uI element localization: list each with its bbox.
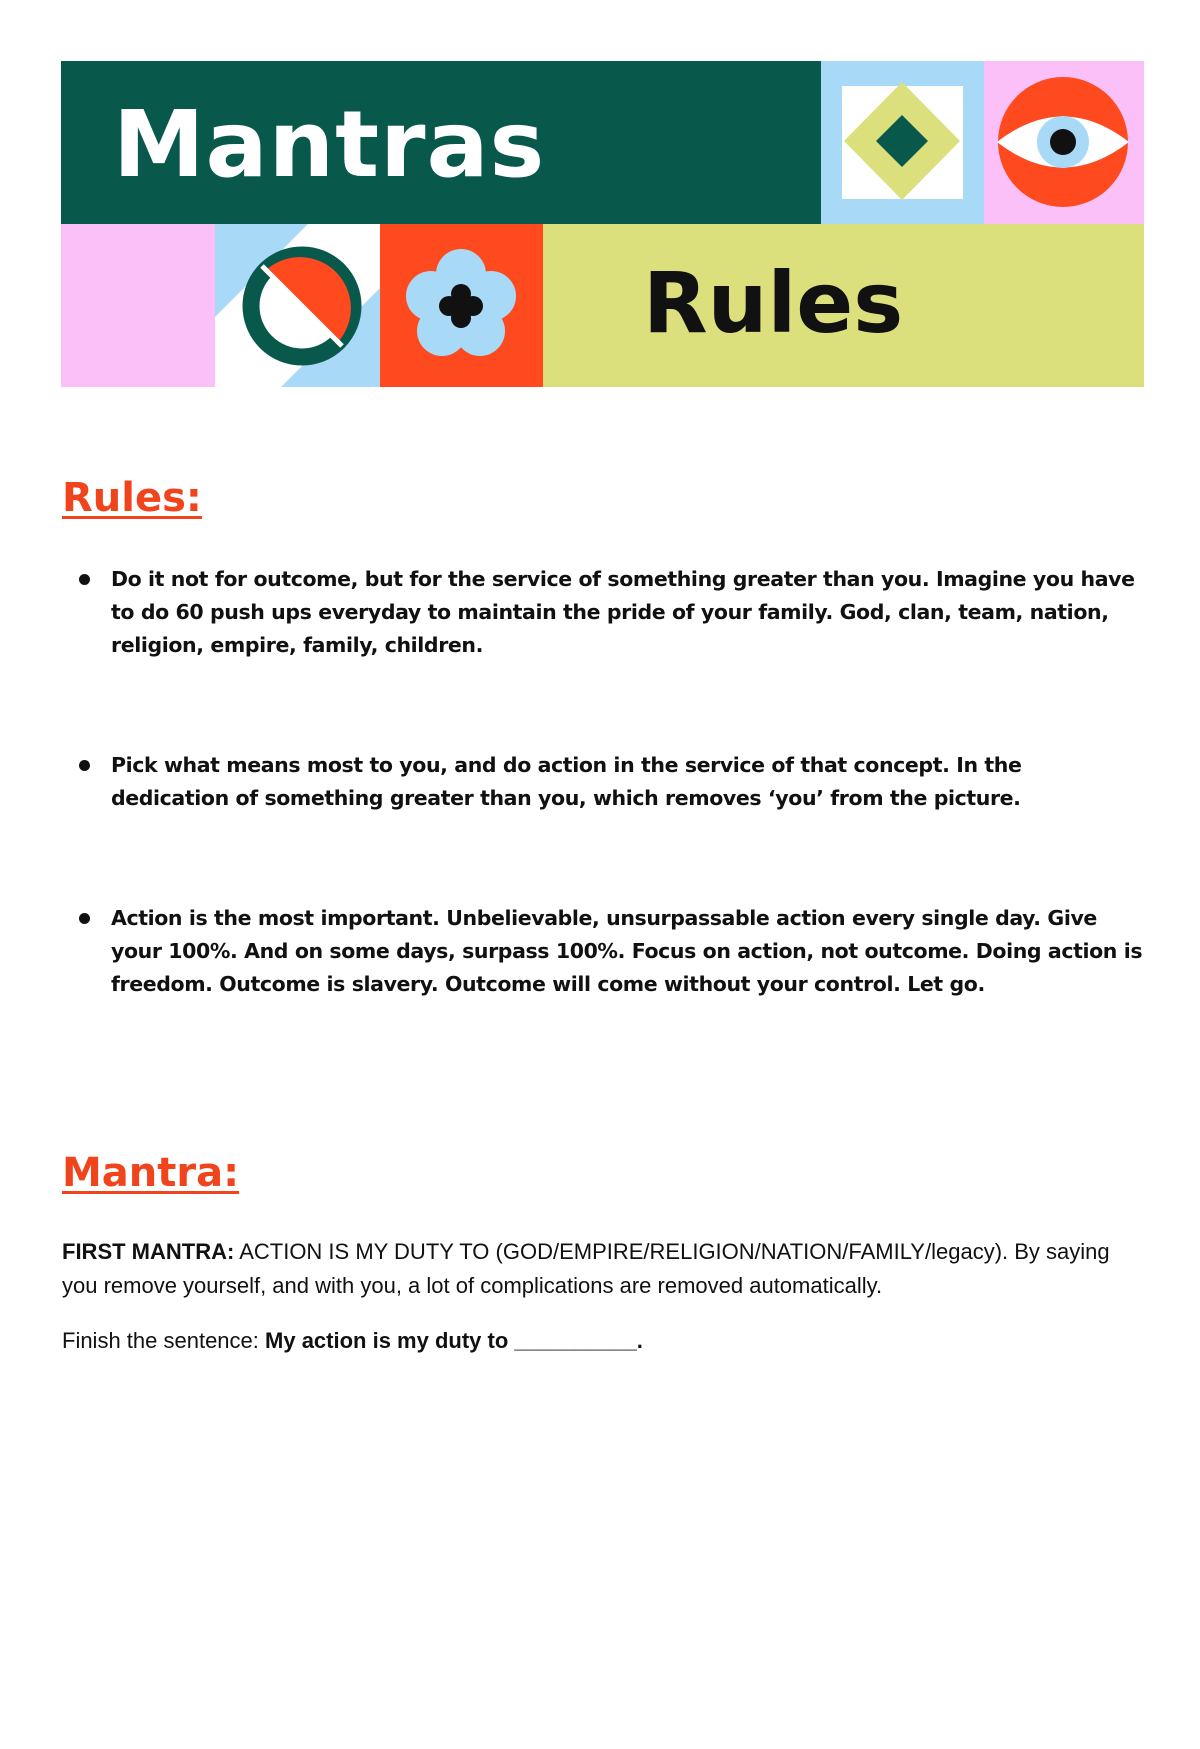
rule-text: Do it not for outcome, but for the service of something greater than you. Imagine you have to do 60 push ups everyday to maintain the pride of your family. God, clan, team, nation, religion, empire, family, children.: [111, 567, 1135, 657]
bullet-icon: [79, 913, 90, 924]
eye-icon: [997, 77, 1129, 207]
rule-item-2: [62, 749, 1144, 815]
rule-text: Pick what means most to you, and do action in the service of that concept. In the dedication of something greater than you, which removes ‘you’ from the picture.: [111, 753, 1022, 810]
header-banner: [61, 61, 1144, 387]
rule-text: Action is the most important. Unbelievable, unsurpassable action every single day. Give your 100%. And on some days, surpass 100%. Focus on action, not outcome. Doing action is freedom. Outcome is slavery. Outcome will come without your control. Let go.: [111, 906, 1143, 996]
bullet-icon: [79, 574, 90, 585]
mantra-heading: Mantra:: [62, 1150, 240, 1196]
banner-title-mantras: Mantras: [113, 91, 546, 198]
finish-sentence-prefix: Finish the sentence:: [62, 1328, 266, 1353]
first-mantra-text: ACTION IS MY DUTY TO (GOD/EMPIRE/RELIGION/NATION/FAMILY/legacy). By saying you remove yourself, and with you, a lot of complications are removed automatically.: [62, 1239, 1110, 1298]
diamond-icon: [842, 82, 963, 200]
finish-sentence-prompt: My action is my duty to __________.: [265, 1328, 643, 1353]
rules-heading: Rules:: [62, 475, 202, 521]
first-mantra-label: FIRST MANTRA:: [62, 1239, 235, 1264]
finish-sentence-paragraph: [62, 1324, 1142, 1358]
rules-list: [62, 563, 1144, 1001]
rule-item-3: [62, 902, 1144, 1001]
mantra-block: [62, 1235, 1142, 1358]
banner-pink-tile-bottom: [61, 224, 215, 387]
rule-item-1: [62, 563, 1144, 662]
banner-title-rules: Rules: [643, 254, 904, 352]
first-mantra-paragraph: [62, 1235, 1142, 1303]
bullet-icon: [79, 760, 90, 771]
